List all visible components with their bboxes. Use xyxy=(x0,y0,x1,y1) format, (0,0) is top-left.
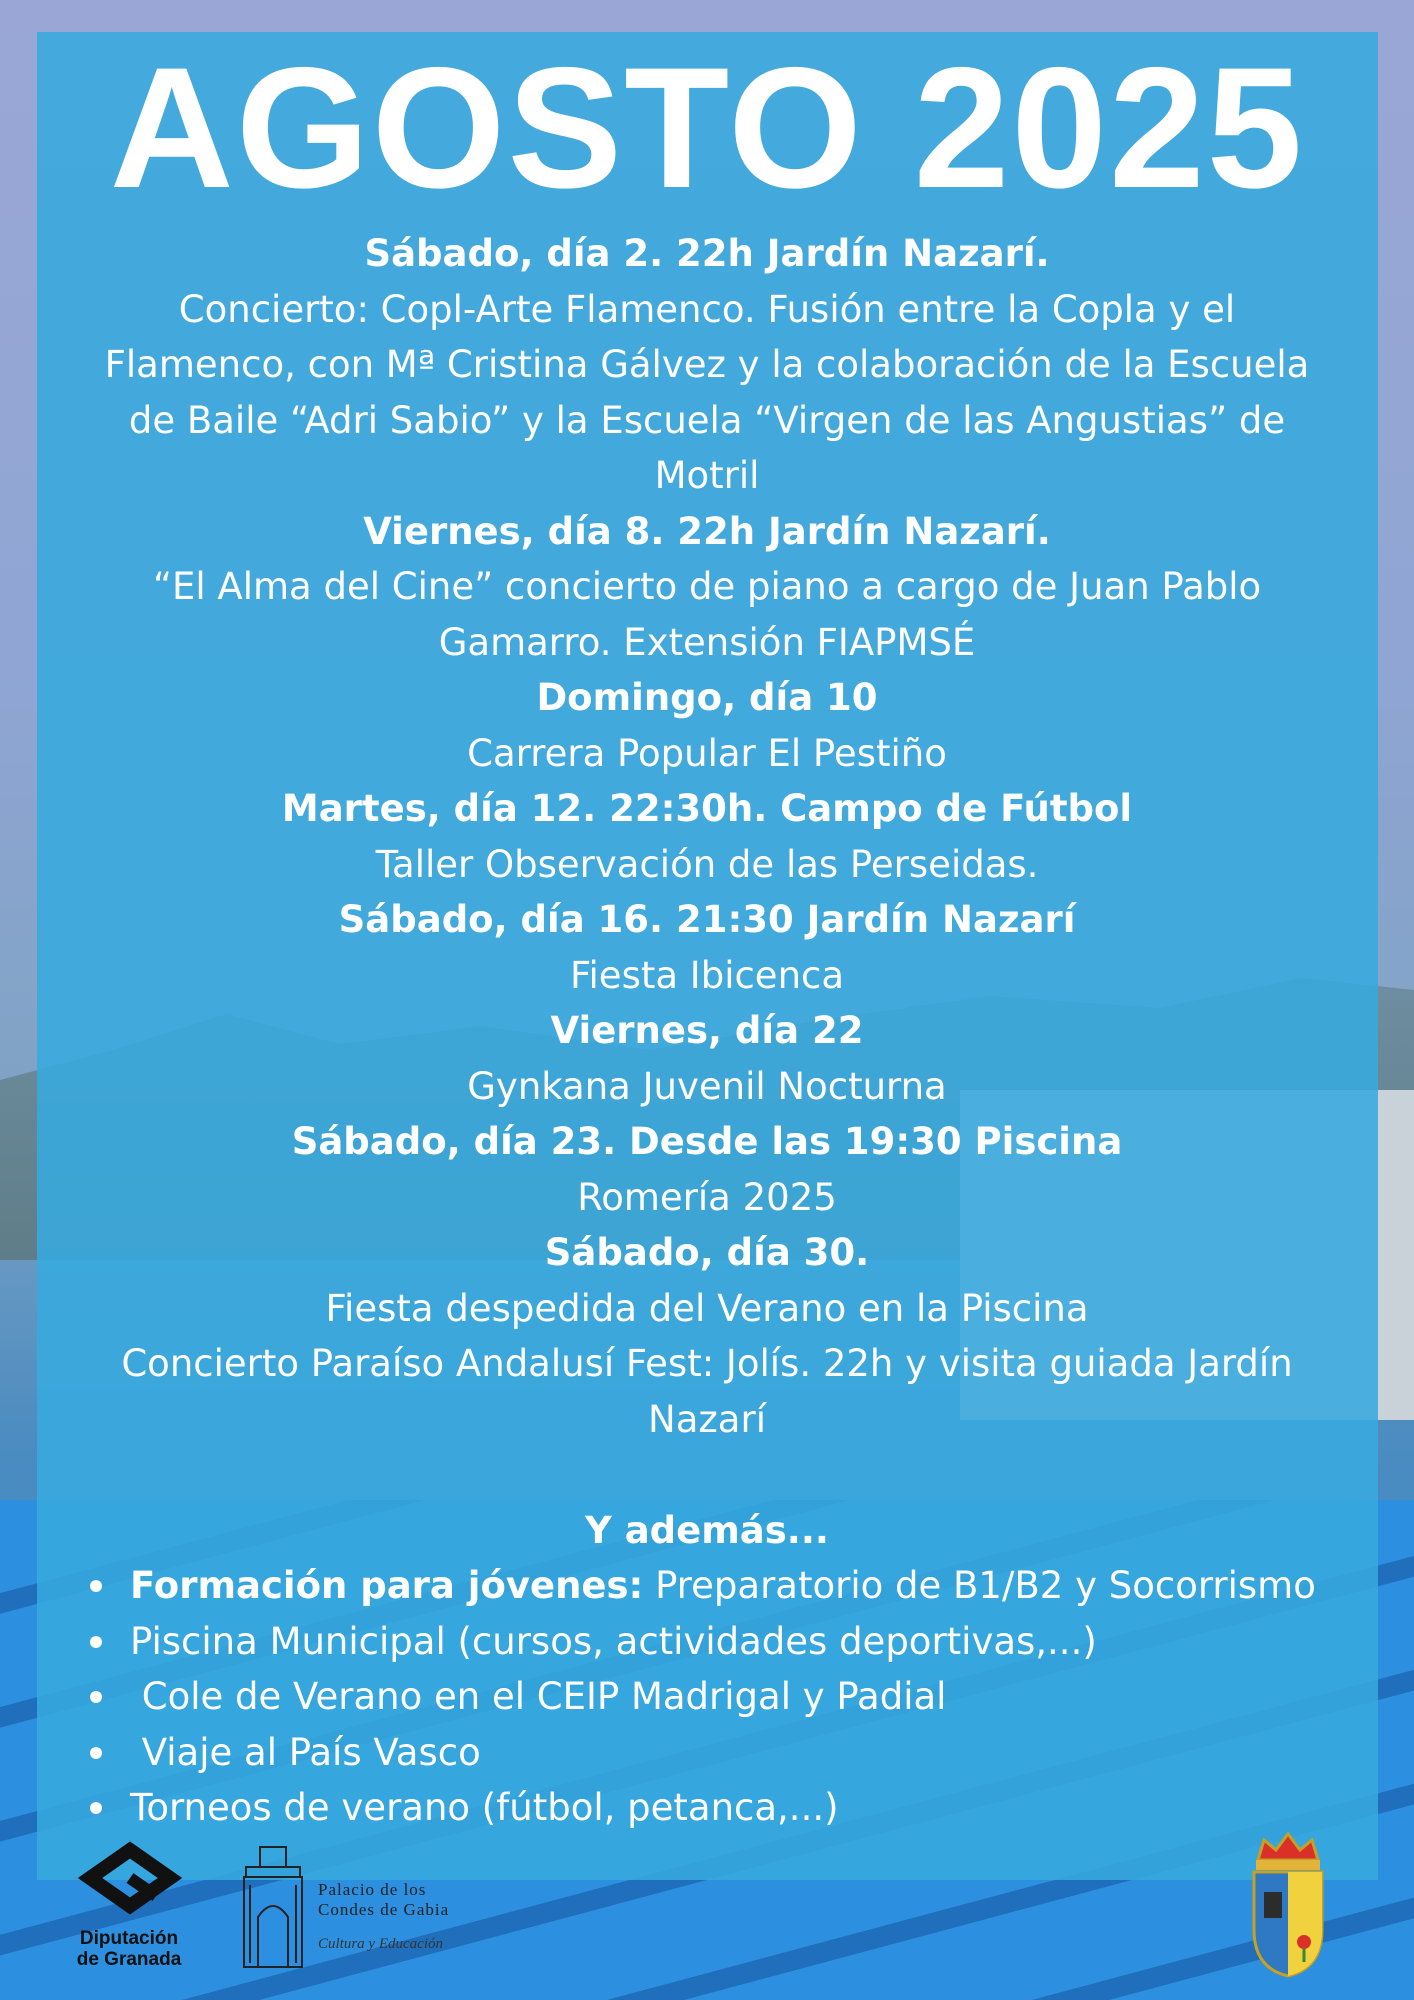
diputacion-line-2: de Granada xyxy=(76,1949,182,1970)
event-heading: Viernes, día 22 xyxy=(550,1009,864,1052)
event-description: de Baile “Adri Sabio” y la Escuela “Virgen de las Angustias” de xyxy=(128,398,1286,442)
event-description: Motril xyxy=(654,454,760,497)
diputacion-logo-text xyxy=(54,1928,204,1970)
bullet-icon xyxy=(90,1747,102,1759)
event-description: Concierto: Copl-Arte Flamenco. Fusión entre la Copla y el xyxy=(178,287,1236,331)
event-description: Romería 2025 xyxy=(577,1175,837,1219)
extras-item xyxy=(90,1780,1360,1836)
palacio-line-1: Palacio de los xyxy=(318,1880,427,1899)
event-heading: Sábado, día 2. 22h Jardín Nazarí. xyxy=(364,232,1050,275)
event-description: Fiesta Ibicenca xyxy=(569,953,845,997)
palacio-subtitle: Cultura y Educación xyxy=(318,1936,443,1952)
palacio-logo-text xyxy=(318,1880,449,1920)
coat-of-arms-icon xyxy=(1248,1830,1328,1980)
bullet-icon xyxy=(90,1580,102,1592)
event-description: Carrera Popular El Pestiño xyxy=(467,731,947,775)
event-description: Concierto Paraíso Andalusí Fest: Jolís. 22h y visita guiada Jardín xyxy=(121,1342,1293,1385)
extras-item-text: Torneos de verano (fútbol, petanca,...) xyxy=(130,1786,839,1829)
extras-item-bold: Formación para jóvenes: xyxy=(130,1564,644,1607)
event-list xyxy=(60,226,1354,1447)
extras-item-text: Cole de Verano en el CEIP Madrigal y Padial xyxy=(130,1675,947,1718)
event-heading: Sábado, día 23. Desde las 19:30 Piscina xyxy=(291,1120,1123,1163)
event-description: Gynkana Juvenil Nocturna xyxy=(467,1064,947,1108)
extras-item xyxy=(90,1725,1360,1781)
event-description: Fiesta despedida del Verano en la Piscina xyxy=(325,1286,1089,1330)
bullet-icon xyxy=(90,1802,102,1814)
extras-item-text: Viaje al País Vasco xyxy=(130,1730,481,1774)
extras-item xyxy=(90,1669,1360,1725)
event-heading: Martes, día 12. 22:30h. Campo de Fútbol xyxy=(281,787,1133,830)
event-description: Taller Observación de las Perseidas. xyxy=(375,842,1039,886)
event-heading: Sábado, día 16. 21:30 Jardín Nazarí xyxy=(338,898,1076,941)
event-description: Flamenco, con Mª Cristina Gálvez y la colaboración de la Escuela xyxy=(104,343,1310,386)
event-heading: Sábado, día 30. xyxy=(544,1231,870,1274)
bullet-icon xyxy=(90,1691,102,1703)
extras-item xyxy=(90,1614,1360,1670)
palacio-building-icon xyxy=(240,1845,306,1969)
palacio-line-2: Condes de Gabia xyxy=(318,1900,450,1919)
bullet-icon xyxy=(90,1636,102,1648)
event-description: Nazarí xyxy=(648,1397,766,1441)
extras-item-text: Preparatorio de B1/B2 y Socorrismo xyxy=(643,1564,1316,1607)
extras-item-text: Piscina Municipal (cursos, actividades deportivas,...) xyxy=(130,1619,1097,1663)
event-heading: Viernes, día 8. 22h Jardín Nazarí. xyxy=(363,509,1051,553)
poster-title: AGOSTO 2025 xyxy=(109,32,1305,224)
extras-item xyxy=(90,1558,1360,1614)
event-description: Gamarro. Extensión FIAPMSÉ xyxy=(438,620,976,664)
extras-list xyxy=(90,1558,1360,1836)
event-description: “El Alma del Cine” concierto de piano a cargo de Juan Pablo xyxy=(152,565,1262,608)
event-heading: Domingo, día 10 xyxy=(536,676,878,719)
diputacion-line-1: Diputación xyxy=(79,1928,179,1949)
extras-title: Y además... xyxy=(585,1509,829,1552)
